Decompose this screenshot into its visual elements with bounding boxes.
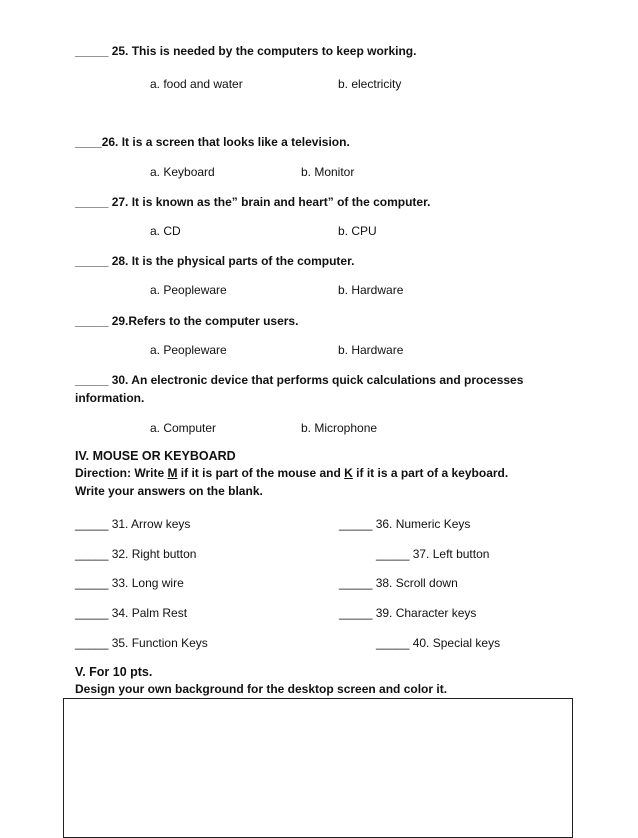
letter-m: M bbox=[167, 466, 178, 480]
option-28b: b. Hardware bbox=[338, 283, 404, 297]
letter-k: K bbox=[344, 466, 353, 480]
question-28: _____ 28. It is the physical parts of the computer. bbox=[75, 254, 355, 268]
drawing-box[interactable] bbox=[63, 698, 573, 838]
option-29b: b. Hardware bbox=[338, 343, 404, 357]
option-25a: a. food and water bbox=[150, 77, 243, 91]
direction-prefix: Direction: Write bbox=[75, 466, 168, 480]
item-32: _____ 32. Right button bbox=[75, 547, 197, 561]
item-35: _____ 35. Function Keys bbox=[75, 636, 208, 650]
direction-mid: if it is part of the mouse and bbox=[177, 466, 345, 480]
option-27a: a. CD bbox=[150, 224, 181, 238]
option-27b: b. CPU bbox=[338, 224, 377, 238]
option-25b: b. electricity bbox=[338, 77, 402, 91]
direction-suffix: if it is a part of a keyboard. bbox=[352, 466, 509, 480]
option-30b: b. Microphone bbox=[301, 421, 378, 435]
part5-title: V. For 10 pts. bbox=[75, 665, 153, 679]
option-30a: a. Computer bbox=[150, 421, 217, 435]
item-38: _____ 38. Scroll down bbox=[339, 576, 458, 590]
question-29: _____ 29.Refers to the computer users. bbox=[75, 314, 299, 328]
question-26: ____26. It is a screen that looks like a television. bbox=[75, 135, 350, 149]
item-33: _____ 33. Long wire bbox=[75, 576, 184, 590]
part4-title: IV. MOUSE OR KEYBOARD bbox=[75, 449, 236, 463]
option-28a: a. Peopleware bbox=[150, 283, 227, 297]
item-34: _____ 34. Palm Rest bbox=[75, 606, 188, 620]
option-29a: a. Peopleware bbox=[150, 343, 227, 357]
question-27: _____ 27. It is known as the” brain and heart” of the computer. bbox=[75, 195, 431, 209]
part4-direction bbox=[75, 466, 508, 481]
option-26a: a. Keyboard bbox=[150, 165, 215, 179]
part4-direction-line2: Write your answers on the blank. bbox=[75, 484, 263, 498]
item-37: _____ 37. Left button bbox=[376, 547, 490, 561]
option-26b: b. Monitor bbox=[301, 165, 355, 179]
question-30-line1: _____ 30. An electronic device that performs quick calculations and processes bbox=[75, 373, 524, 387]
question-30-line2: information. bbox=[75, 391, 145, 405]
item-36: _____ 36. Numeric Keys bbox=[339, 517, 471, 531]
question-25: _____ 25. This is needed by the computers to keep working. bbox=[75, 44, 417, 58]
part5-instruction: Design your own background for the desktop screen and color it. bbox=[75, 682, 448, 696]
item-40: _____ 40. Special keys bbox=[376, 636, 501, 650]
item-39: _____ 39. Character keys bbox=[339, 606, 477, 620]
item-31: _____ 31. Arrow keys bbox=[75, 517, 191, 531]
